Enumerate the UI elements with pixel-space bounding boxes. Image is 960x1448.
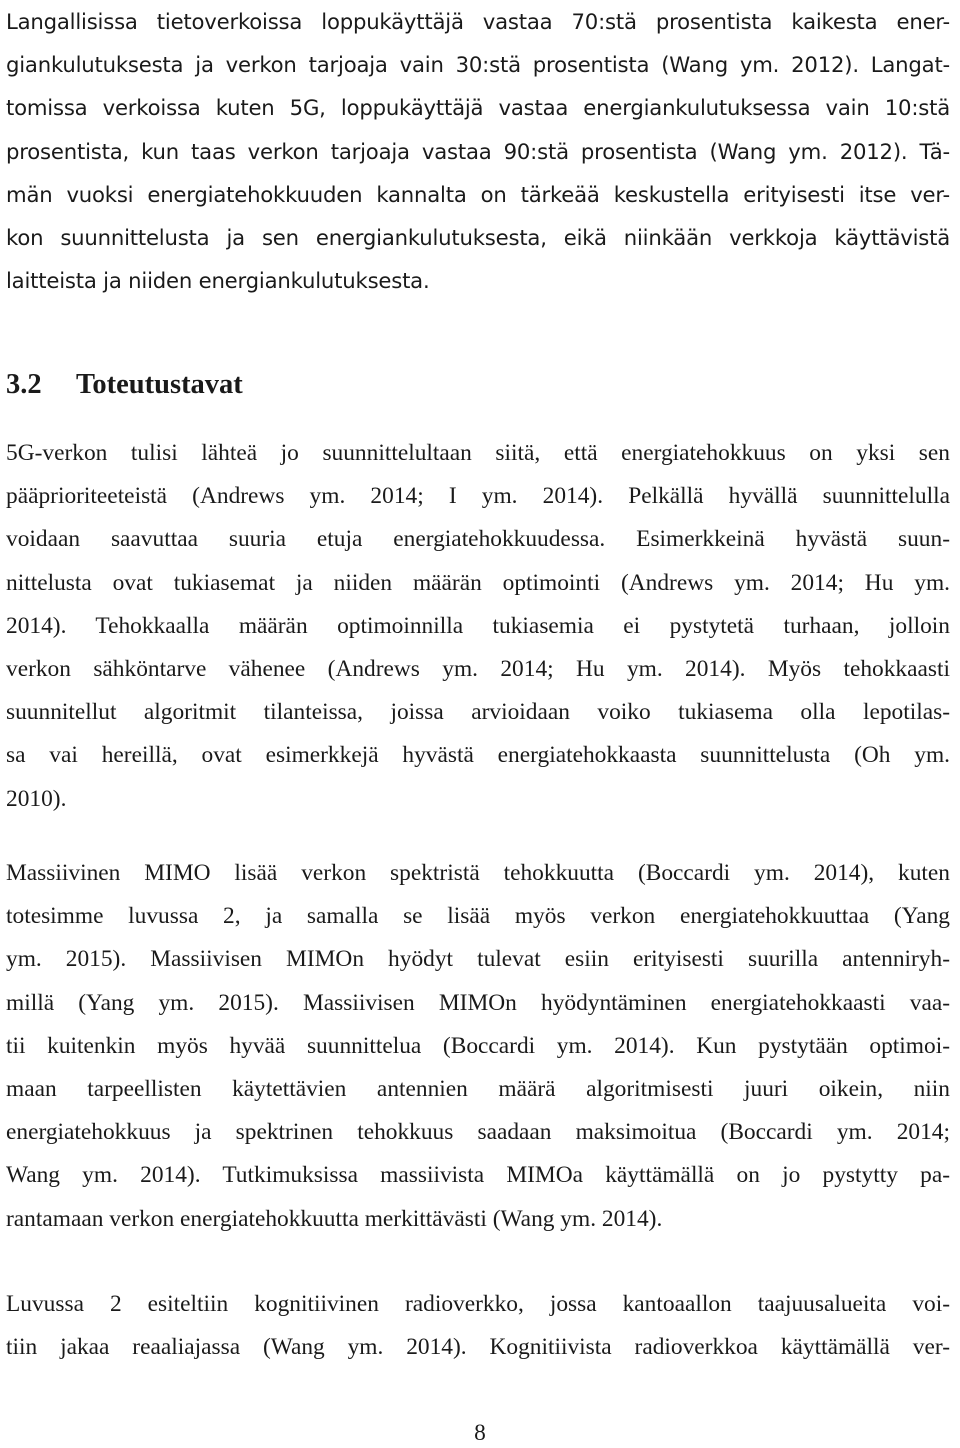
paragraph-cognitive-radio (6, 1283, 950, 1369)
section-heading (6, 360, 243, 410)
text-line: voidaan saavuttaa suuria etuja energiatehokkuudessa. Esimerkkeinä hyvästä suun- (6, 526, 950, 553)
text-line: sa vai hereillä, ovat esimerkkejä hyvästä energiatehokkaasta suunnittelusta (Oh ym. (6, 742, 950, 769)
text-line: Wang ym. 2014). Tutkimuksissa massiivista MIMOa käyttämällä on jo pystytty pa- (6, 1162, 950, 1189)
text-line: laitteista ja niiden energiankulutuksesta. (6, 268, 430, 294)
text-line: maan tarpeellisten käytettävien antennien määrä algoritmisesti juuri oikein, niin (6, 1075, 950, 1102)
text-line: totesimme luvussa 2, ja samalla se lisää myös verkon energiatehokkuuttaa (Yang (6, 903, 950, 930)
text-line: 5G-verkon tulisi lähteä jo suunnittelultaan siitä, että energiatehokkuus on yksi sen (6, 440, 950, 466)
text-line: Luvussa 2 esiteltiin kognitiivinen radioverkko, jossa kantoaallon taajuusalueita voi- (6, 1291, 950, 1317)
text-line: män vuoksi energiatehokkuuden kannalta on tärkeää keskustella erityisesti itse ver- (6, 181, 950, 207)
text-line: nittelusta ovat tukiasemat ja niiden määrän optimointi (Andrews ym. 2014; Hu ym. (6, 569, 950, 596)
text-line: prosentista, kun taas verkon tarjoaja vastaa 90:stä prosentista (Wang ym. 2012). Tä- (6, 138, 950, 164)
text-line: tii kuitenkin myös hyvää suunnittelua (Boccardi ym. 2014). Kun pystytään optimoi- (6, 1032, 950, 1059)
text-line: pääprioriteeteistä (Andrews ym. 2014; I ym. 2014). Pelkällä hyvällä suunnittelulla (6, 483, 950, 510)
text-line: tiin jakaa reaaliajassa (Wang ym. 2014). Kognitiivista radioverkkoa käyttämällä ver- (6, 1334, 950, 1361)
page-number: 8 (474, 1420, 486, 1446)
text-line: rantamaan verkon energiatehokkuutta merkittävästi (Wang ym. 2014). (6, 1205, 663, 1232)
text-line: Massiivinen MIMO lisää verkon spektristä tehokkuutta (Boccardi ym. 2014), kuten (6, 860, 950, 886)
text-line: millä (Yang ym. 2015). Massiivisen MIMOn hyödyntäminen energiatehokkaasti vaa- (6, 989, 950, 1016)
section-title: Toteutustavat (76, 369, 243, 400)
text-line: 2010). (6, 785, 67, 812)
text-line: kon suunnittelusta ja sen energiankulutuksesta, eikä niinkään verkkoja käyttävistä (6, 224, 950, 250)
paragraph-energy-consumption (6, 0, 950, 302)
section-number: 3.2 (6, 369, 42, 400)
text-line: ym. 2015). Massiivisen MIMOn hyödyt tulevat esiin erityisesti suurilla antenniryh- (6, 946, 950, 973)
text-line: 2014). Tehokkaalla määrän optimoinnilla tukiasemia ei pystytetä turhaan, jolloin (6, 612, 950, 639)
text-line: suunnitellut algoritmit tilanteissa, joissa arvioidaan voiko tukiasema olla lepotilas- (6, 699, 950, 726)
text-line: Langallisissa tietoverkoissa loppukäyttäjä vastaa 70:stä prosentista kaikesta ener- (6, 9, 950, 34)
text-line: tomissa verkoissa kuten 5G, loppukäyttäjä vastaa energiankulutuksessa vain 10:stä (6, 95, 950, 121)
text-line: verkon sähköntarve vähenee (Andrews ym. 2014; Hu ym. 2014). Myös tehokkaasti (6, 655, 950, 682)
text-line: giankulutuksesta ja verkon tarjoaja vain 30:stä prosentista (Wang ym. 2012). Langat- (6, 52, 950, 78)
paragraph-network-design (6, 432, 950, 821)
paragraph-massive-mimo (6, 852, 950, 1241)
text-line: energiatehokkuus ja spektrinen tehokkuus saadaan maksimoitua (Boccardi ym. 2014; (6, 1119, 950, 1146)
